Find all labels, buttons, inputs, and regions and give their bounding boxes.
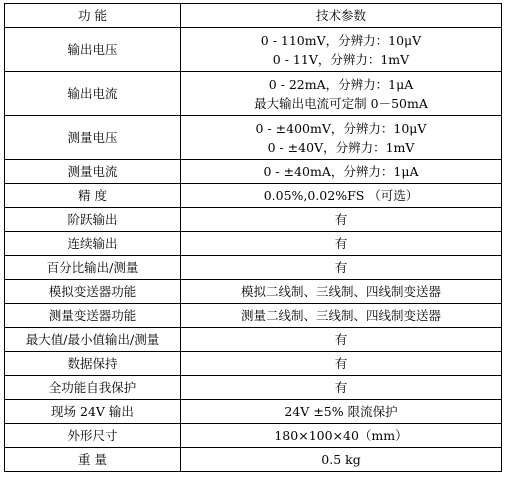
row-function: 连续输出	[5, 232, 181, 256]
row-function: 测量电压	[5, 116, 181, 160]
row-params: 有	[181, 376, 502, 400]
row-function: 模拟变送器功能	[5, 280, 181, 304]
spec-table-container	[4, 3, 502, 472]
row-params: 0.05%,0.02%FS （可选）	[181, 184, 502, 208]
row-params: 有	[181, 352, 502, 376]
table-row	[5, 280, 502, 304]
row-params	[181, 28, 502, 72]
table-row	[5, 232, 502, 256]
table-row	[5, 376, 502, 400]
table-header-row	[5, 4, 502, 28]
row-params: 有	[181, 256, 502, 280]
table-row	[5, 208, 502, 232]
param-line: 最大输出电流可定制 0－50mA	[254, 95, 428, 111]
table-row	[5, 400, 502, 424]
row-function: 全功能自我保护	[5, 376, 181, 400]
row-params	[181, 116, 502, 160]
row-params: 24V ±5% 限流保护	[181, 400, 502, 424]
table-row	[5, 352, 502, 376]
row-function: 测量变送器功能	[5, 304, 181, 328]
row-params: 测量二线制、三线制、四线制变送器	[181, 304, 502, 328]
row-function: 输出电流	[5, 72, 181, 116]
row-function: 数据保持	[5, 352, 181, 376]
row-params: 模拟二线制、三线制、四线制变送器	[181, 280, 502, 304]
param-line: 0 - ±400mV，分辨力：10μV	[255, 120, 427, 136]
row-params: 有	[181, 232, 502, 256]
row-function: 阶跃输出	[5, 208, 181, 232]
row-function: 重 量	[5, 448, 181, 472]
table-row	[5, 116, 502, 160]
table-row	[5, 304, 502, 328]
row-params: 0.5 kg	[181, 448, 502, 472]
row-function: 最大值/最小值输出/测量	[5, 328, 181, 352]
row-function: 测量电流	[5, 160, 181, 184]
table-row	[5, 448, 502, 472]
row-params: 有	[181, 208, 502, 232]
table-row	[5, 28, 502, 72]
row-function: 输出电压	[5, 28, 181, 72]
spec-table	[4, 3, 502, 472]
table-row	[5, 72, 502, 116]
table-row	[5, 328, 502, 352]
table-row	[5, 256, 502, 280]
row-params: 0 - ±40mA，分辨力：1μA	[181, 160, 502, 184]
param-line: 0 - 110mV，分辨力：10μV	[260, 32, 422, 48]
row-function: 精 度	[5, 184, 181, 208]
row-params	[181, 72, 502, 116]
param-line: 0 - 22mA，分辨力：1μA	[268, 76, 414, 92]
param-line: 0 - 11V，分辨力：1mV	[272, 51, 410, 67]
row-function: 百分比输出/测量	[5, 256, 181, 280]
header-params: 技术参数	[181, 4, 502, 28]
row-params: 180×100×40（mm）	[181, 424, 502, 448]
table-row	[5, 184, 502, 208]
table-row	[5, 424, 502, 448]
row-function: 现场 24V 输出	[5, 400, 181, 424]
table-row	[5, 160, 502, 184]
param-line: 0 - ±40V，分辨力：1mV	[267, 139, 415, 155]
row-function: 外形尺寸	[5, 424, 181, 448]
header-function: 功 能	[5, 4, 181, 28]
row-params: 有	[181, 328, 502, 352]
